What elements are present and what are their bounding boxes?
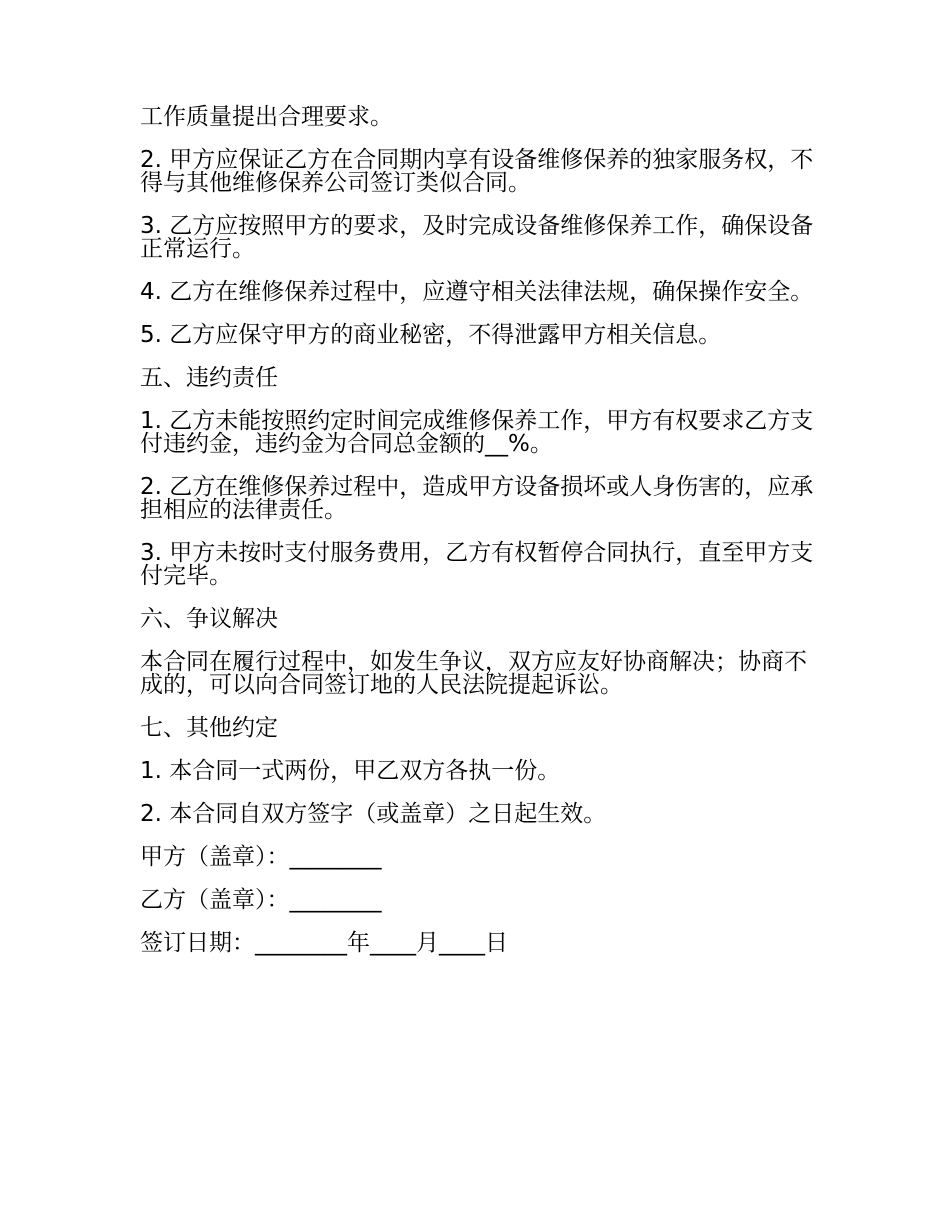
clause-5-2: 2. 乙方在维修保养过程中，造成甲方设备损坏或人身伤害的，应承担相应的法律责任。: [140, 474, 814, 523]
signature-party-a: 甲方（盖章）：________: [140, 844, 382, 870]
clause-4-5: 5. 乙方应保守甲方的商业秘密，不得泄露甲方相关信息。: [140, 322, 722, 348]
paragraph-continuation: 工作质量提出合理要求。: [140, 104, 393, 130]
signing-date: 签订日期：________年____月____日: [140, 930, 508, 956]
clause-5-1: 1. 乙方未能按照约定时间完成维修保养工作，甲方有权要求乙方支付违约金，违约金为合同总金额的__%。: [140, 408, 814, 457]
signature-party-b: 乙方（盖章）：________: [140, 887, 382, 913]
clause-7-1: 1. 本合同一式两份，甲乙双方各执一份。: [140, 758, 561, 784]
document-body: [140, 106, 820, 975]
clause-6: 本合同在履行过程中，如发生争议，双方应友好协商解决；协商不成的，可以向合同签订地的人民法院提起诉讼。: [140, 649, 807, 698]
section-heading-other: 七、其他约定: [140, 715, 278, 741]
clause-4-3: 3. 乙方应按照甲方的要求，及时完成设备维修保养工作，确保设备正常运行。: [140, 213, 814, 262]
clause-4-4: 4. 乙方在维修保养过程中，应遵守相关法律法规，确保操作安全。: [140, 279, 814, 305]
clause-5-3: 3. 甲方未按时支付服务费用，乙方有权暂停合同执行，直至甲方支付完毕。: [140, 540, 814, 589]
section-heading-breach: 五、违约责任: [140, 365, 278, 391]
clause-4-2: 2. 甲方应保证乙方在合同期内享有设备维修保养的独家服务权，不得与其他维修保养公司签订类似合同。: [140, 147, 814, 196]
section-heading-dispute: 六、争议解决: [140, 606, 278, 632]
clause-7-2: 2. 本合同自双方签字（或盖章）之日起生效。: [140, 801, 607, 827]
